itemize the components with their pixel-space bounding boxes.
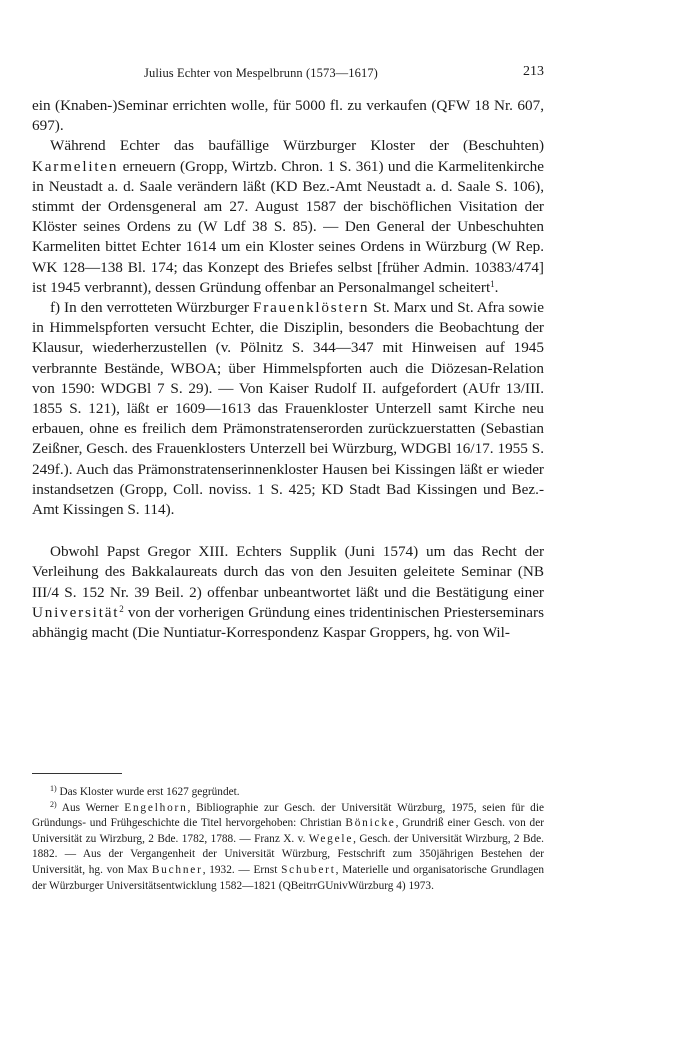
author-buchner: Buchner	[151, 863, 203, 876]
paragraph-university	[32, 542, 544, 643]
author-boenicke: Bönicke	[345, 817, 396, 830]
footnote-2-text-c: , Grundriß einer Gesch. von der Universität zu Wirzburg, 2 Bde. 1782, 1788. — Franz X. v.	[32, 817, 544, 845]
spaced-term-frauenkloestern: Frauenklöstern	[253, 299, 370, 317]
footnote-rule	[32, 773, 122, 774]
paragraph-4-text-b: von der vorherigen Gründung eines tridentinischen Priesterseminars abhängig macht (Die Nuntiatur-Korrespondenz Kaspar Groppers, hg. von Wil-	[32, 603, 544, 642]
body-text	[32, 96, 544, 643]
page-number: 213	[523, 64, 544, 79]
author-engelhorn: Engelhorn	[124, 801, 188, 814]
footnote-1-mark: 1)	[50, 784, 57, 793]
paragraph-2-text-c: .	[494, 278, 499, 296]
footnote-2-text-b: , Bibliographie zur Gesch. der Universität Würzburg, 1975, seien für die Gründungs- und Frühgeschichte die Titel hervorgehoben: Christian	[32, 801, 544, 830]
footnote-2-text-a: Aus Werner	[56, 801, 125, 814]
paragraph-nunneries	[32, 298, 544, 520]
paragraph-3-text-a: f) In den verrotteten Würzburger	[50, 299, 253, 317]
footnote-2-text-f: , Materielle und organisatorische Grundlagen der Würzburger Universitätsentwicklung 1582—1821 (QBeitrrGUnivWürzburg 4) 1973.	[32, 863, 545, 892]
running-header	[32, 64, 544, 84]
paragraph-1-text: ein (Knaben-)Seminar errichten wolle, für 5000 fl. zu verkaufen (QFW 18 Nr. 607, 697).	[32, 97, 544, 135]
paragraph-4-text-a: Obwohl Papst Gregor XIII. Echters Supplik (Juni 1574) um das Recht der Verleihung des Bakkalaureats durch das von den Jesuiten geleitete Seminar (NB III/4 S. 152 Nr. 39 Beil. 2) offenbar unbeantwortet läßt und die Bestätigung einer	[32, 543, 544, 601]
paragraph-2-text-a: Während Echter das baufällige Würzburger Kloster der (Beschuhten)	[50, 137, 544, 155]
footnotes	[32, 785, 544, 894]
spaced-term-universitaet: Universität	[32, 603, 120, 621]
paragraph-3-text-b: St. Marx und St. Afra sowie in Himmelspforten versucht Echter, die Disziplin, besonders die Beobachtung der Klausur, wiederherzustellen (v. Pölnitz S. 344—347 mit Hinweisen auf 1945 verbrannte Bestände, WBOA; über Himmelspforten auch die Diözesan-Relation von 1590: WDGBl 7 S. 29). — Von Kaiser Rudolf II. aufgefordert (AUfr 13/III. 1855 S. 121), läßt er 1609—1613 das Frauenkloster Unterzell samt Kirche neu erbauen, ohne es freilich dem Prämonstratenserorden zurückzuerstatten (Sebastian Zeißner, Gesch. des Frauenklosters Unterzell bei Würzburg, WDGBl 16/17. 1955 S. 249f.). Auch das Prämonstratenserinnenkloster Hausen bei Kissingen läßt er wieder instandsetzen (Gropp, Coll. noviss. 1 S. 425; KD Stadt Bad Kissingen und Bez.-Amt Kissingen S. 114).	[32, 299, 544, 519]
paragraph-1	[32, 96, 544, 136]
footnote-1	[32, 785, 544, 801]
footnote-2-text-d: , Gesch. der Universität Wirzburg, 2 Bde. 1882. — Aus der Vergangenheit der Universität Würzburg, Festschrift zum 350jährigen Bestehen der Universität, hg. von Max	[32, 832, 544, 876]
footnote-2-text-e: , 1932. — Ernst	[202, 863, 282, 876]
footnote-ref-1: 1	[490, 278, 495, 289]
footnote-1-text: Das Kloster wurde erst 1627 gegründet.	[56, 786, 240, 798]
spaced-term-karmeliten: Karmeliten	[32, 157, 119, 175]
paragraph-2-text-b: erneuern (Gropp, Wirtzb. Chron. 1 S. 361) und die Karmelitenkirche in Neustadt a. d. Saale verändern läßt (KD Bez.-Amt Neustadt a. d. Saale S. 106), stimmt der Ordensgeneral am 27. August 1587 der bischöflichen Visitation der Klöster seines Ordens zu (W Ldf 38 S. 85). — Den General der Unbeschuhten Karmeliten bittet Echter 1614 um ein Kloster seines Ordens in Würzburg (W Rep. WK 128—138 Bl. 174; das Konzept des Briefes selbst [früher Admin. 10383/474] ist 1945 verbrannt), dessen Gründung offenbar an Personalmangel scheitert	[32, 157, 544, 296]
footnote-2	[32, 801, 544, 895]
author-wegele: Wegele	[308, 832, 354, 845]
footnote-2-mark: 2)	[50, 799, 57, 809]
footnote-ref-2: 2	[119, 603, 124, 614]
author-schubert: Schubert	[281, 863, 336, 876]
paragraph-carmelites	[32, 136, 544, 298]
running-title: Julius Echter von Mespelbrunn (1573—1617)	[144, 66, 378, 80]
